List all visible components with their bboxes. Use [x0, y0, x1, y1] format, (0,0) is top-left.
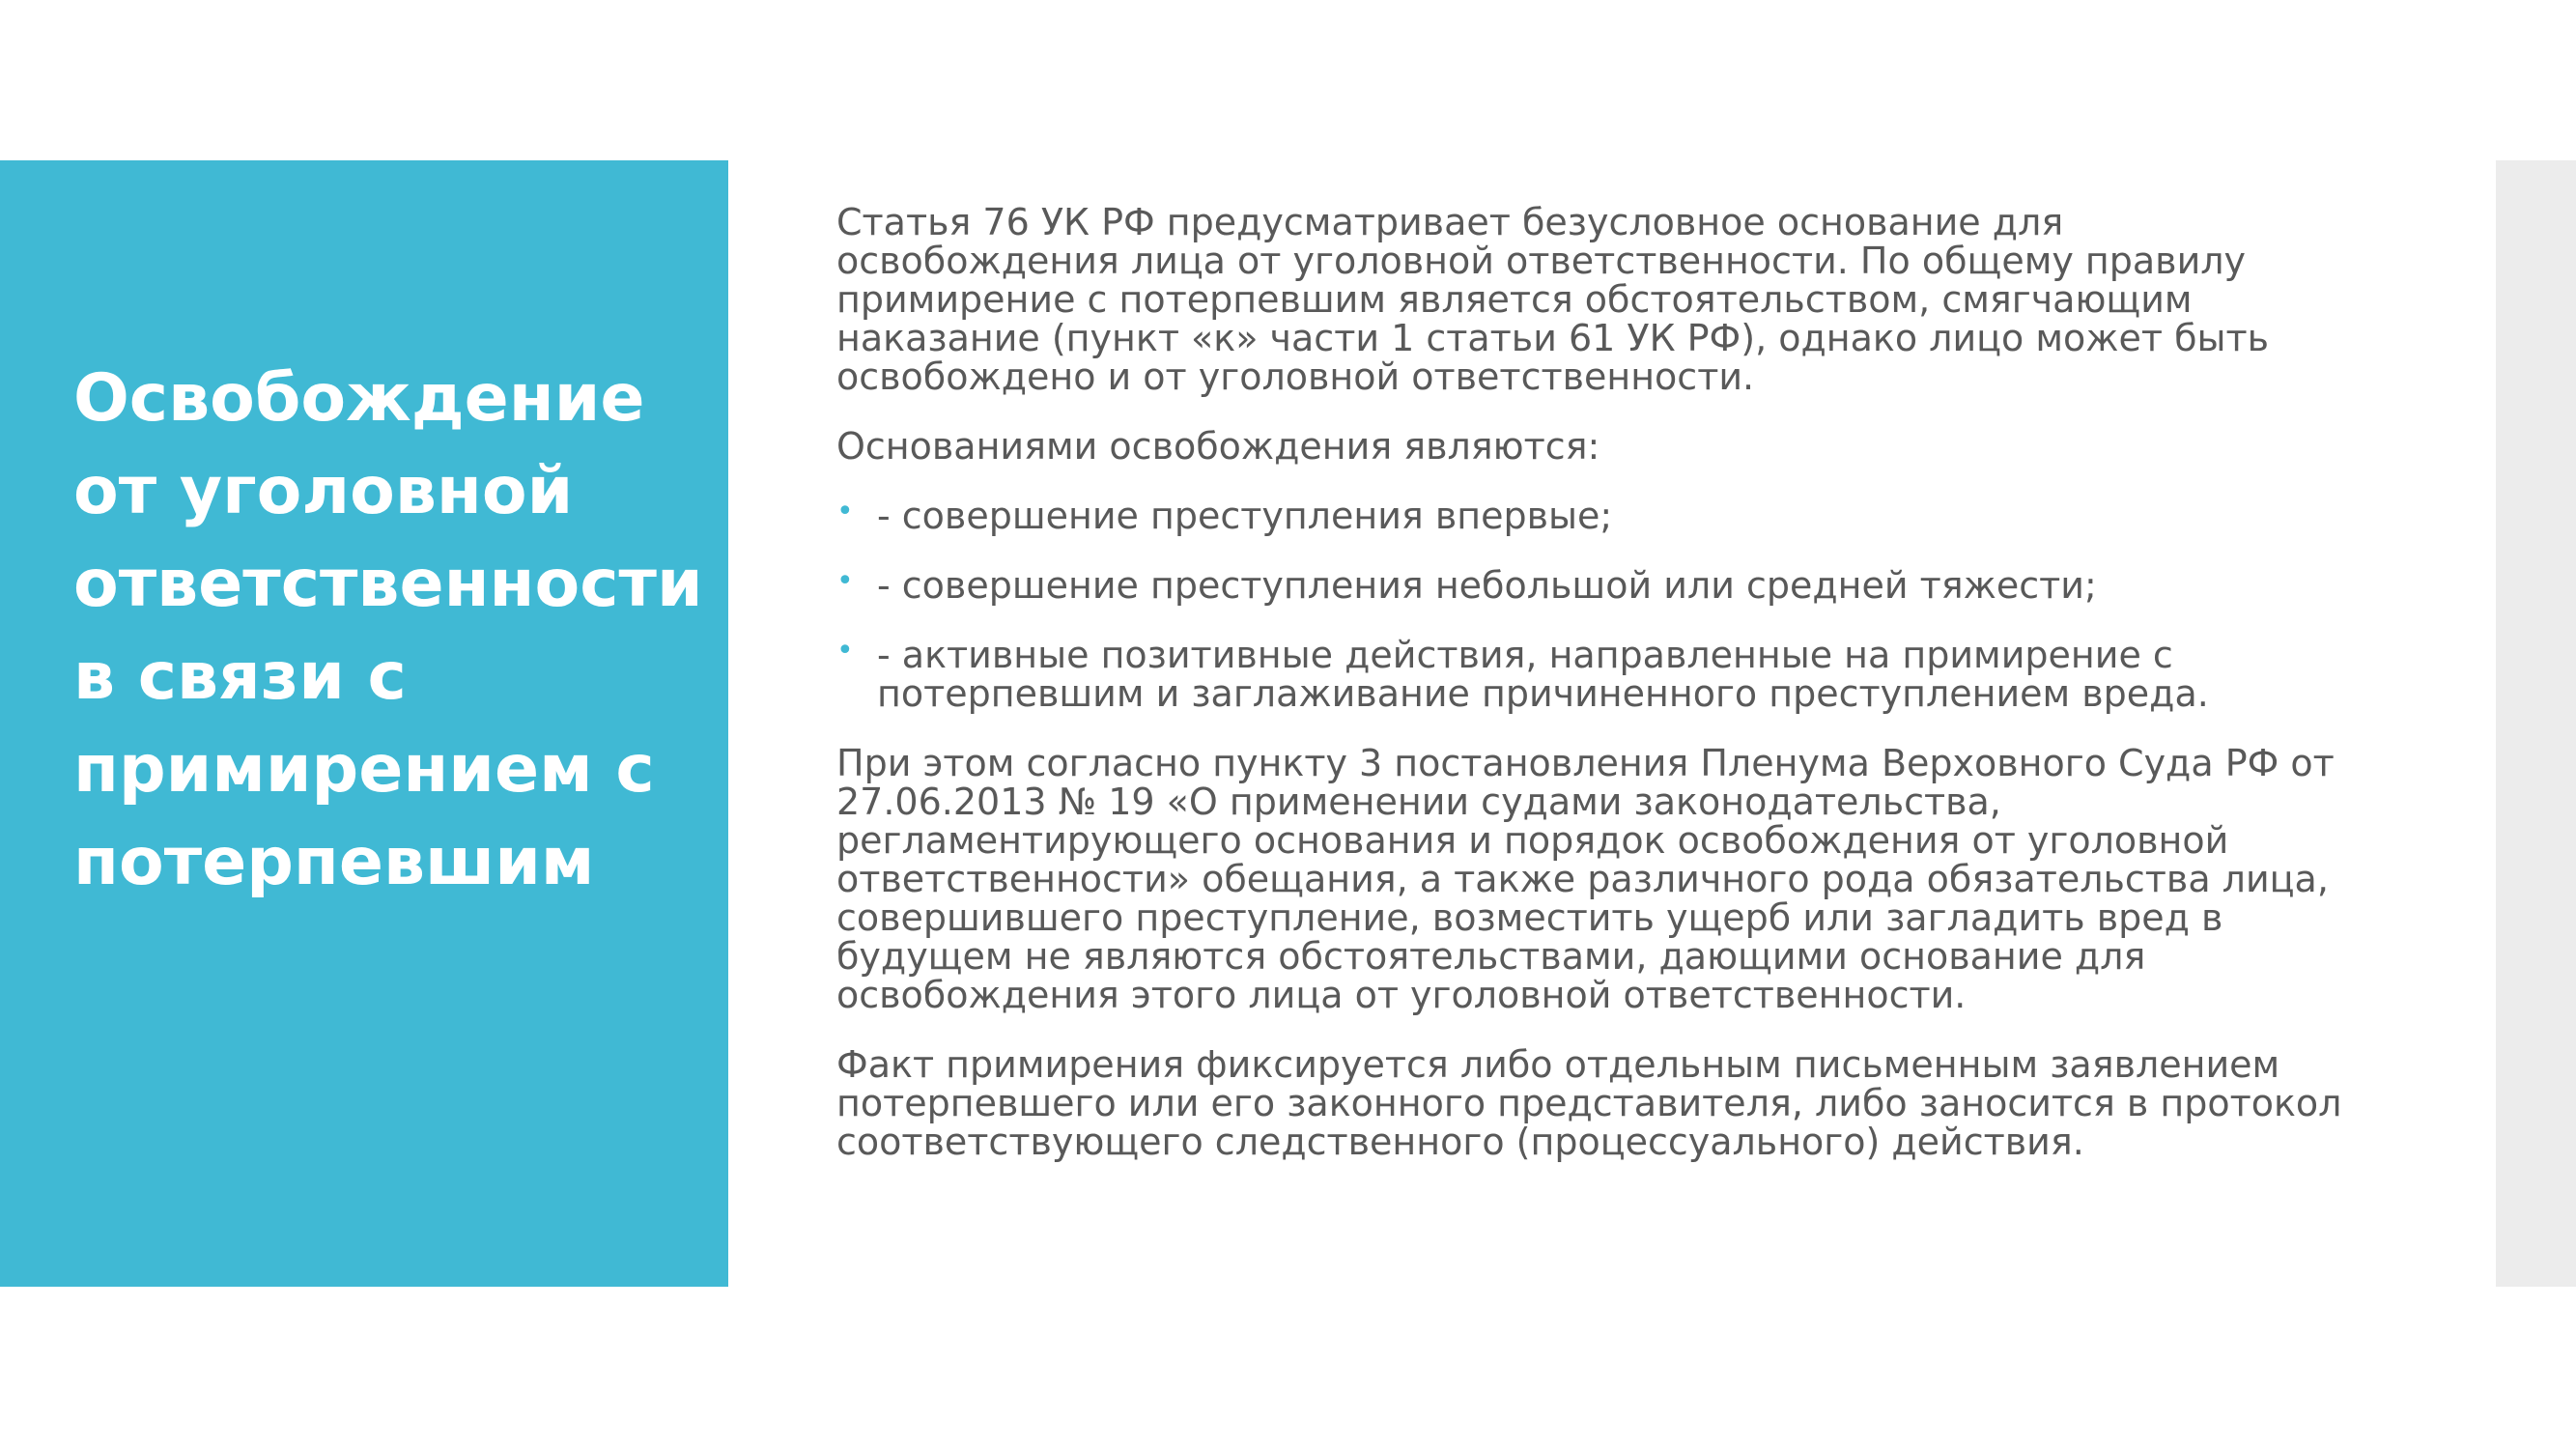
- list-item-text: - совершение преступления небольшой или средней тяжести;: [877, 564, 2097, 607]
- list-item-text: - совершение преступления впервые;: [877, 495, 1613, 537]
- bullet-dot-icon: •: [836, 564, 854, 598]
- list-item: [836, 497, 2343, 535]
- list-item: [836, 636, 2343, 713]
- paragraph-reconciliation-fact: Факт примирения фиксируется либо отдельным письменным заявлением потерпевшего или его законного представителя, либо заносится в протокол соответствующего следственного (процессуального) действия.: [836, 1043, 2342, 1163]
- paragraph-grounds-intro: Основаниями освобождения являются:: [836, 425, 1600, 468]
- bullet-dot-icon: •: [836, 495, 854, 528]
- list-item: [836, 566, 2343, 605]
- paragraph-article-76: Статья 76 УК РФ предусматривает безусловное основание для освобождения лица от уголовной ответственности. По общему правилу примирение с потерпевшим является обстоятельством, смягчающим наказание (пункт «к» части 1 статьи 61 УК РФ), однако лицо может быть освобождено и от уголовной ответственности.: [836, 201, 2270, 398]
- bullet-dot-icon: •: [836, 634, 854, 668]
- paragraph-plenum-resolution: При этом согласно пункту 3 постановления Пленума Верховного Суда РФ от 27.06.2013 № 19 «О применении судами законодательства, регламентирующего основания и порядок освобождения от уголовной ответственности» обещания, а также различного рода обязательства лица, совершившего преступление, возместить ущерб или загладить вред в будущем не являются обстоятельствами, дающими основание для освобождения этого лица от уголовной ответственности.: [836, 742, 2335, 1016]
- slide-body: [836, 203, 2343, 1192]
- right-decorative-strip: [2496, 160, 2576, 1287]
- slide-title: Освобождение от уголовной ответственности в связи с примирением с потерпевшим: [73, 360, 703, 900]
- list-item-text: - активные позитивные действия, направленные на примирение с потерпевшим и заглаживание причиненного преступлением вреда.: [877, 634, 2209, 715]
- grounds-list: [836, 497, 2343, 713]
